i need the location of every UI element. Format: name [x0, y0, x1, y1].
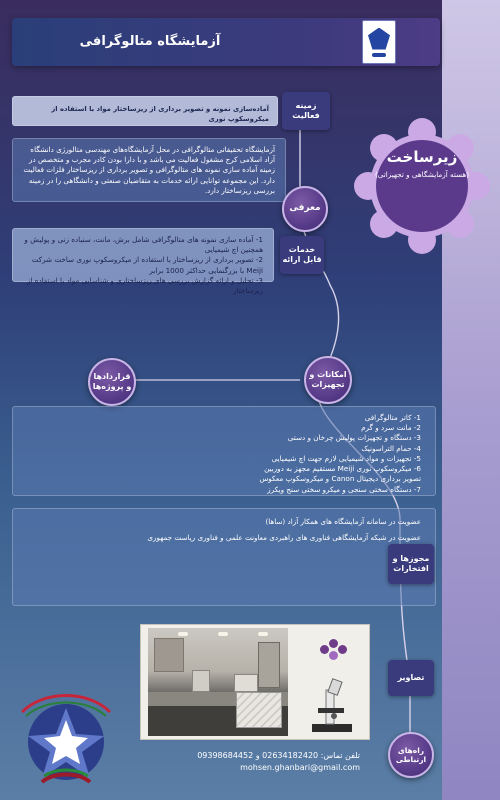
permits-panel [12, 508, 436, 606]
page-title: آزمایشگاه متالوگرافی [79, 34, 221, 49]
equipment-item: 3- دستگاه و تجهیزات پولیش چرخان و دستی [287, 433, 421, 443]
email-link[interactable]: mohsen.ghanbari@gmail.com [240, 763, 360, 772]
flower-title: زیرساخت [386, 148, 458, 166]
logo-mark-icon [372, 53, 386, 57]
intro-panel [12, 138, 286, 202]
door-shape [258, 642, 280, 688]
equipment-item: 6- میکروسکوپ نوری Meiji مستقیم مجهز به دوربین [264, 464, 421, 474]
activity-text: آماده‌سازی نمونه و تصویر برداری از ریزساختار مواد با استفاده از میکروسکوپ نوری [51, 105, 269, 123]
equipment-item: تصویر برداری دیجیتال Canon و میکروسکوپ معکوس [259, 474, 421, 484]
contact-info [140, 750, 360, 774]
equipment-item: 2- مانت سرد و گرم [361, 423, 421, 433]
flower-text [372, 148, 472, 180]
permit-item: عضویت در سامانه آزمایشگاه های همکار آزاد (ساها) [265, 517, 421, 526]
intro-label: معرفی [282, 186, 328, 232]
images-label: تصاویر [388, 660, 434, 696]
machine-shape [192, 670, 210, 692]
service-item: 2- تصویر برداری از ریزساختار با استفاده از میکروسکوپ نوری ساخت شرکت Meiji با بزرگنمایی حداکثر 1000 برابر [31, 255, 263, 275]
equipment-item: 7- دستگاه سختی سنجی و میکرو سختی سنج ویکرز [267, 484, 421, 494]
logo-emblem-icon [368, 28, 390, 50]
flower-subtitle: (هسته آزمایشگاهی و تجهیزاتی) [374, 170, 470, 179]
services-label: خدمات قابل ارائه [280, 236, 324, 274]
lamp-icon [258, 632, 268, 636]
intro-text: آزمایشگاه تحقیقاتی متالوگرافی در محل آزمایشگاه‌های مهندسی متالورژی دانشگاه آزاد اسلامی کرج مشغول فعالیت می باشد و با دارا بودن کادر مجرب و متخصص در زمینه آماده سازی نمونه های متالوگرافی و تصویر برداری از ریزساختار فلزات فعالیت دارد. این مجموعه توانایی ارائه خدمات به متقاضیان صنعتی و دانشگاهی را در زمینه بررسی ریزساختار دارد. [23, 145, 275, 195]
anniversary-logo [14, 686, 118, 788]
lamp-icon [218, 632, 228, 636]
phone-text: تلفن تماس: 02634182420 و 09398684452 [197, 751, 360, 760]
activity-panel [12, 96, 278, 126]
cabinet-shape [154, 638, 184, 672]
university-logo [362, 20, 396, 64]
equipment-label: امکانات و تجهیزات [304, 356, 352, 404]
flower-emblem [354, 118, 490, 254]
equipment-item: 1- کاتر متالوگرافی [364, 413, 421, 422]
molecule-icon [320, 639, 348, 661]
contact-label: راه‌های ارتباطی [388, 732, 434, 778]
service-item: 3- تحلیل و ارائه گزارش بررسی های ریزساختاری و شناسایی مواد با استفاده از ریزساختار [27, 275, 263, 296]
service-item: 1- آماده سازی نمونه های متالوگرافی شامل برش، مانت، سنباده زنی و پولیش و همچنین اچ شیمیایی [24, 235, 263, 255]
permit-item: عضویت در شبکه آزمایشگاهی فناوری های راهبردی معاونت علمی و فناوری ریاست جمهوری [147, 533, 421, 543]
contracts-label: قراردادها و پروژه‌ها [88, 358, 136, 406]
equipment-panel [12, 406, 436, 496]
micrograph-image [236, 692, 282, 728]
equipment-item: 5- تجهیزات و مواد شیمیایی لازم جهت اچ شیمیایی [271, 453, 421, 463]
lamp-icon [178, 632, 188, 636]
permits-label: مجوزها و افتخارات [388, 544, 434, 584]
lab-logo [306, 630, 362, 670]
equipment-item: 4- حمام التراسونیک [361, 443, 421, 453]
services-panel [12, 228, 274, 296]
microscope-icon [304, 676, 360, 736]
machine-shape [234, 674, 258, 692]
activity-label: زمینه فعالیت [282, 92, 330, 130]
